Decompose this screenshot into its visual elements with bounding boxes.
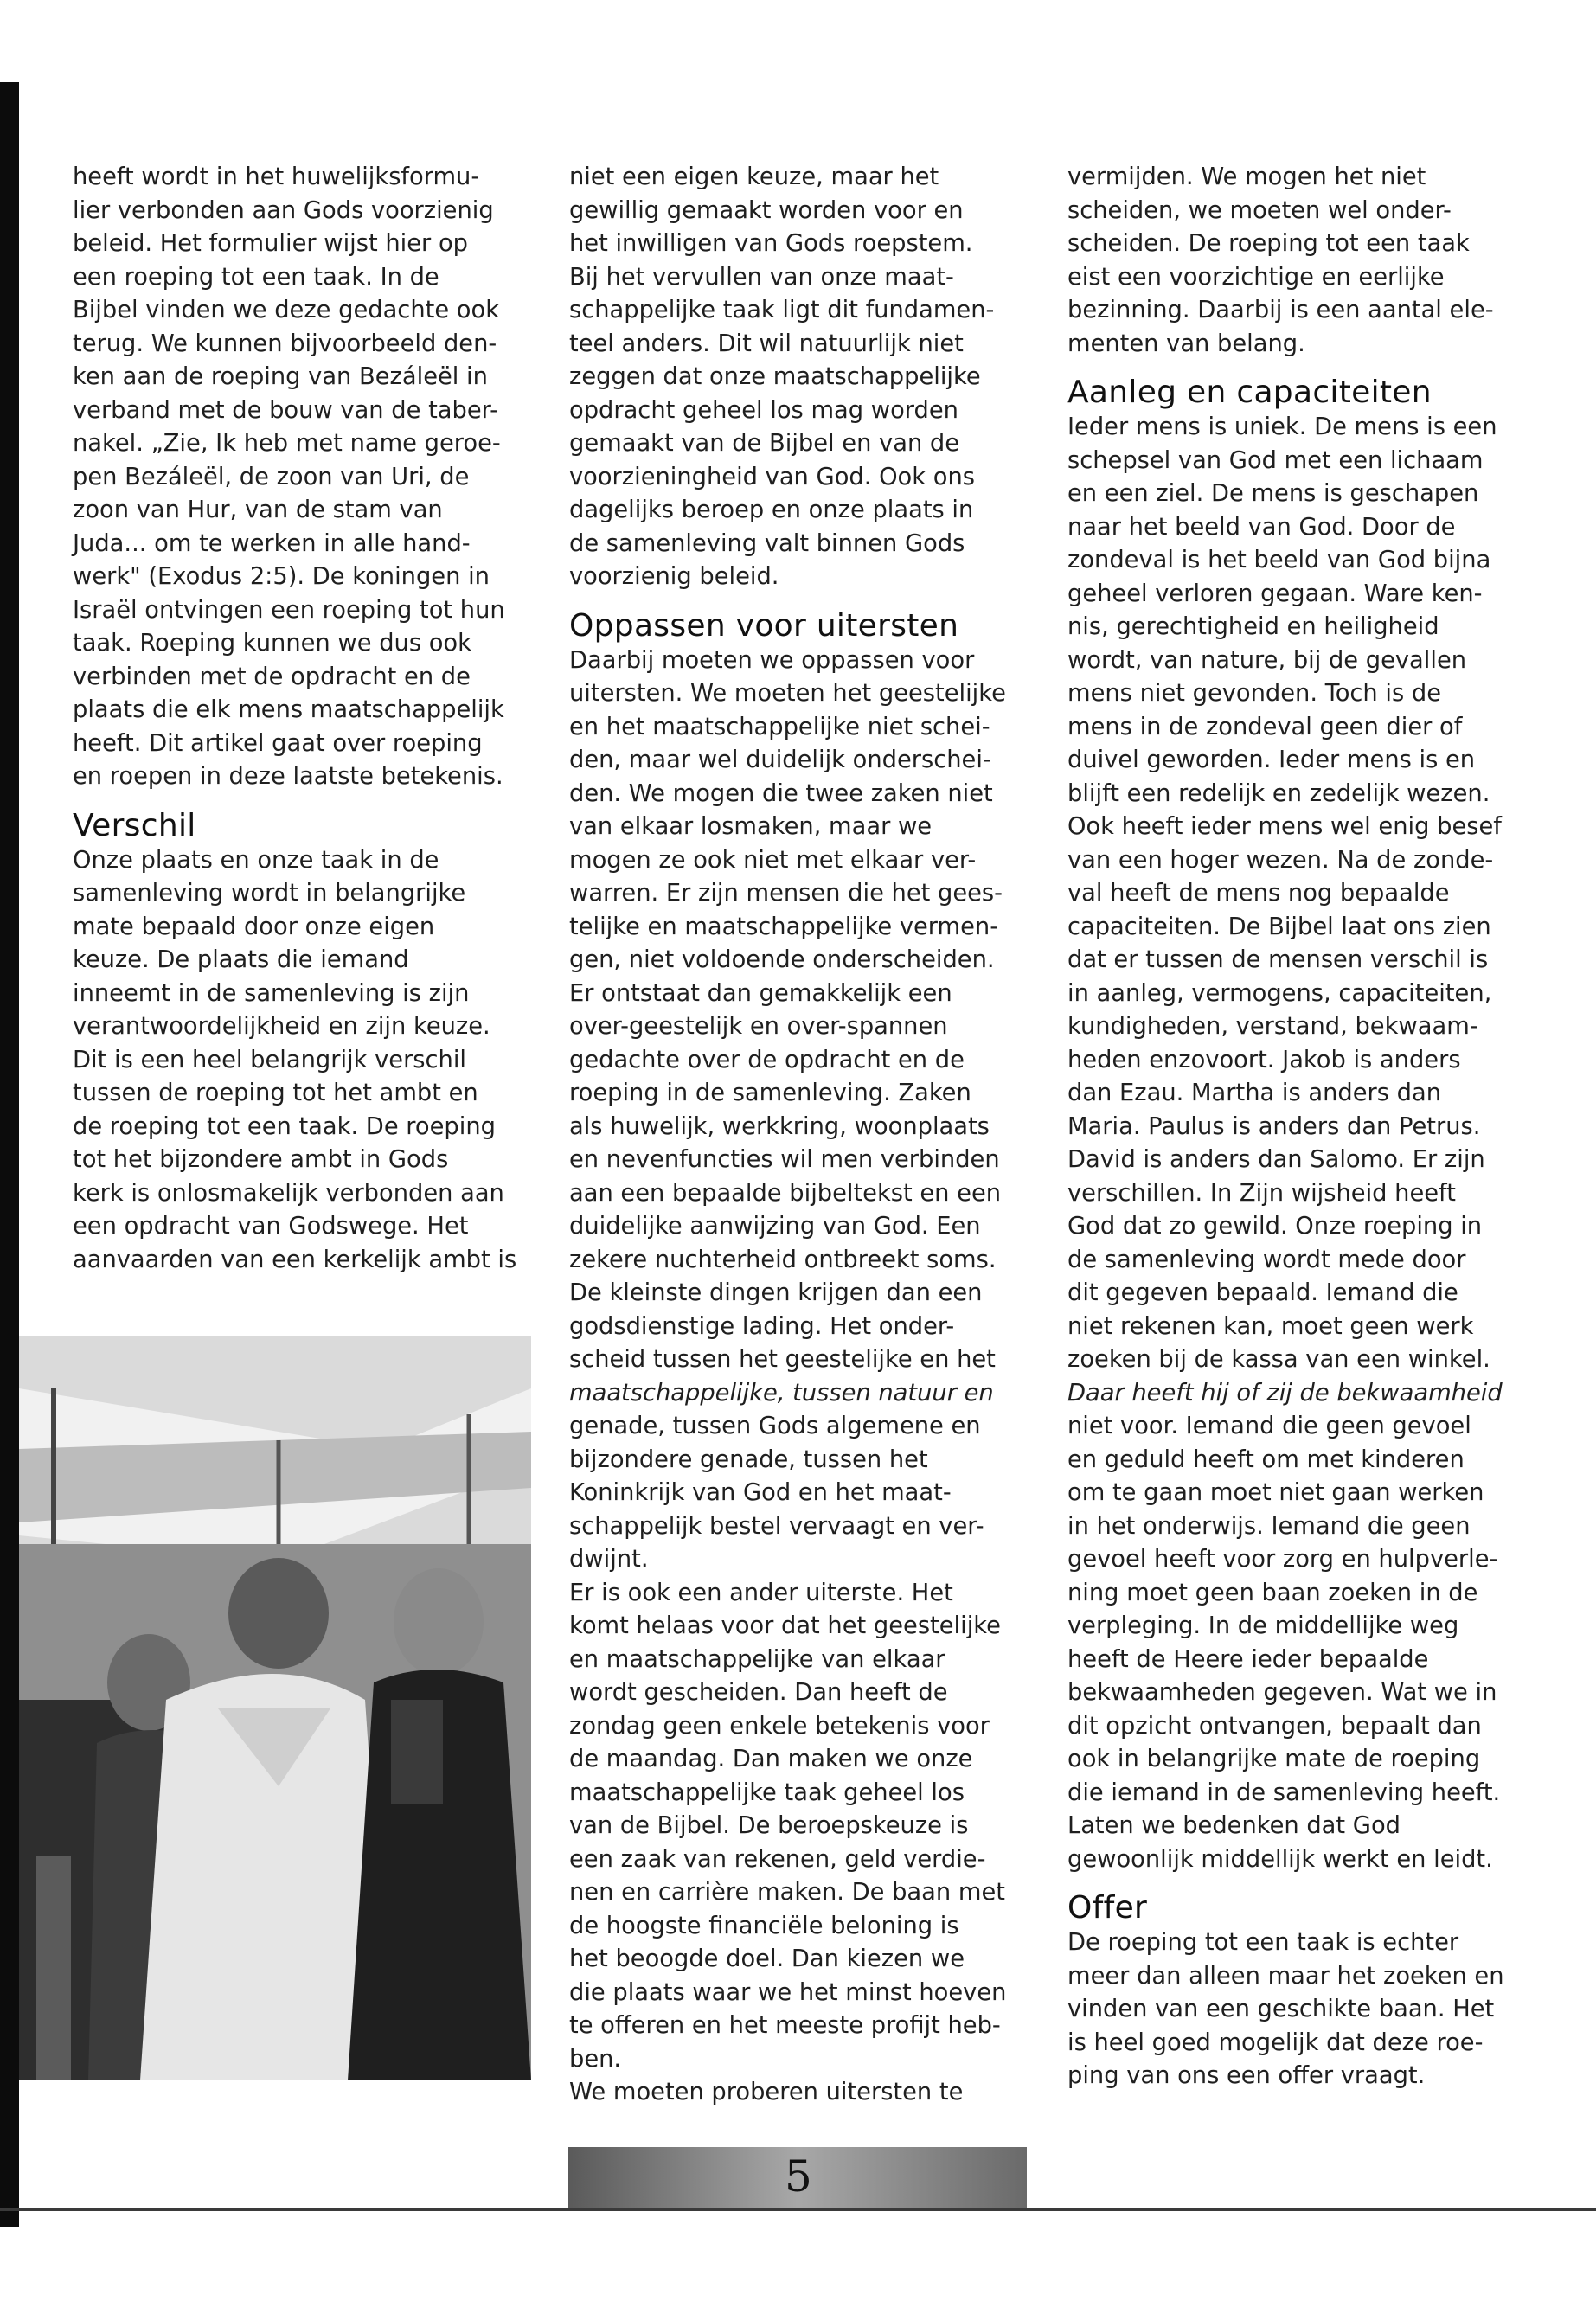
text-line: om te gaan moet niet gaan werken xyxy=(1067,1479,1484,1506)
text-line: over-geestelijk en over-spannen xyxy=(569,1013,948,1040)
text-line: mate bepaald door onze eigen xyxy=(73,913,435,940)
text-line: bezinning. Daarbij is een aantal ele- xyxy=(1067,297,1494,324)
text-line: gedachte over de opdracht en de xyxy=(569,1046,965,1074)
paragraph-offer xyxy=(1067,1926,1535,2093)
text-line: een zaak van rekenen, geld verdie- xyxy=(569,1845,986,1873)
text-line: en maatschappelijke van elkaar xyxy=(569,1645,945,1673)
text-line: Bijbel vinden we deze gedachte ook xyxy=(73,297,499,324)
heading-offer: Offer xyxy=(1067,1890,1148,1926)
text-line: ken aan de roeping van Bezáleël in xyxy=(73,363,488,390)
text-line: Ook heeft ieder mens wel enig besef xyxy=(1067,813,1502,840)
text-line: duivel geworden. Ieder mens is en xyxy=(1067,747,1476,773)
text-line: schepsel van God met een lichaam xyxy=(1067,446,1484,474)
text-line: nakel. „Zie, Ik heb met name geroe- xyxy=(73,430,501,457)
text-line: mens niet gevonden. Toch is de xyxy=(1067,680,1442,707)
text-line: zeggen dat onze maatschappelijke xyxy=(569,363,981,390)
text-line: dan Ezau. Martha is anders dan xyxy=(1067,1080,1442,1106)
paragraph-intro xyxy=(73,161,540,794)
text-line: tussen de roeping tot het ambt en xyxy=(73,1080,478,1106)
italic-line: Daar heeft hij of zij de bekwaamheid xyxy=(1067,1379,1503,1407)
text-line: en geduld heeft om met kinderen xyxy=(1067,1445,1465,1473)
text-line: wordt gescheiden. Dan heeft de xyxy=(569,1679,948,1706)
text-line: Dit is een heel belangrijk verschil xyxy=(73,1046,466,1074)
text-line: Bij het vervullen van onze maat- xyxy=(569,263,954,291)
text-line: nen en carrière maken. De baan met xyxy=(569,1879,1005,1906)
text-line: verschillen. In Zijn wijsheid heeft xyxy=(1067,1179,1456,1207)
text-line: van de Bijbel. De beroepskeuze is xyxy=(569,1812,969,1839)
text-line: gevoel heeft voor zorg en hulpverle- xyxy=(1067,1546,1498,1573)
heading-verschil: Verschil xyxy=(73,807,196,843)
text-line: bijzondere genade, tussen het xyxy=(569,1445,928,1473)
text-line: en het maatschappelijke niet schei- xyxy=(569,713,990,740)
text-line: God dat zo gewild. Onze roeping in xyxy=(1067,1213,1483,1240)
heading-aanleg: Aanleg en capaciteiten xyxy=(1067,375,1432,410)
text-line: niet voor. Iemand die geen gevoel xyxy=(1067,1413,1471,1439)
text-line: voorzieningheid van God. Ook ons xyxy=(569,463,975,490)
text-line: Israël ontvingen een roeping tot hun xyxy=(73,596,505,624)
text-line: dwijnt. xyxy=(569,1546,649,1573)
text-line: val heeft de mens nog bepaalde xyxy=(1067,880,1450,907)
text-line: niet een eigen keuze, maar het xyxy=(569,163,939,190)
text-line: Er ontstaat dan gemakkelijk een xyxy=(569,979,952,1007)
paragraph-aanleg xyxy=(1067,411,1535,1377)
italic-line: maatschappelijke, tussen natuur en xyxy=(569,1379,994,1407)
text-line: geheel verloren gegaan. Ware ken- xyxy=(1067,580,1483,607)
text-line: schappelijk bestel vervaagt en ver- xyxy=(569,1512,984,1540)
text-line: warren. Er zijn mensen die het gees- xyxy=(569,880,1003,907)
text-line: Er is ook een ander uiterste. Het xyxy=(569,1579,953,1606)
market-photo xyxy=(19,1336,531,2080)
text-line: teel anders. Dit wil natuurlijk niet xyxy=(569,330,964,357)
paragraph-oppassen xyxy=(569,644,1036,1377)
bottom-rule xyxy=(0,2208,1596,2211)
text-line: het inwilligen van Gods roepstem. xyxy=(569,230,973,257)
text-line: te offeren en het meeste profijt heb- xyxy=(569,2012,1001,2039)
text-line: verband met de bouw van de taber- xyxy=(73,396,498,424)
text-line: een opdracht van Godswege. Het xyxy=(73,1213,469,1240)
page-footer xyxy=(568,2147,1027,2208)
text-line: Daarbij moeten we oppassen voor xyxy=(569,646,975,674)
text-line: Ieder mens is uniek. De mens is een xyxy=(1067,413,1497,440)
text-line: voorzienig beleid. xyxy=(569,563,779,590)
text-line: die iemand in de samenleving heeft. xyxy=(1067,1779,1501,1806)
text-line: plaats die elk mens maatschappelijk xyxy=(73,696,504,723)
text-line: dit gegeven bepaald. Iemand die xyxy=(1067,1279,1458,1306)
text-line: kundigheden, verstand, bekwaam- xyxy=(1067,1013,1478,1040)
text-line: bekwaamheden gegeven. Wat we in xyxy=(1067,1679,1497,1706)
text-line: komt helaas voor dat het geestelijke xyxy=(569,1612,1001,1639)
text-line: godsdienstige lading. Het onder- xyxy=(569,1312,955,1340)
text-line: die plaats waar we het minst hoeven xyxy=(569,1978,1007,2006)
text-line: maatschappelijke taak geheel los xyxy=(569,1779,965,1806)
text-line: lier verbonden aan Gods voorzienig xyxy=(73,196,494,224)
text-line: We moeten proberen uitersten te xyxy=(569,2079,964,2106)
text-line: en nevenfuncties wil men verbinden xyxy=(569,1146,1000,1173)
page-number: 5 xyxy=(785,2151,812,2202)
text-line: ben. xyxy=(569,2045,622,2073)
text-line: van elkaar losmaken, maar we xyxy=(569,813,933,840)
text-line: een roeping tot een taak. In de xyxy=(73,263,439,291)
text-line: heeft wordt in het huwelijksformu- xyxy=(73,163,480,190)
text-line: menten van belang. xyxy=(1067,330,1305,357)
text-line: opdracht geheel los mag worden xyxy=(569,396,958,424)
text-line: Juda... om te werken in alle hand- xyxy=(73,529,471,557)
text-line: aanvaarden van een kerkelijk ambt is xyxy=(73,1246,517,1273)
text-line: het beoogde doel. Dan kiezen we xyxy=(569,1945,965,1972)
text-line: ping van ons een offer vraagt. xyxy=(1067,2062,1426,2089)
text-line: zoeken bij de kassa van een winkel. xyxy=(1067,1346,1490,1373)
text-line: kerk is onlosmakelijk verbonden aan xyxy=(73,1179,504,1207)
paragraph-keuze xyxy=(569,161,1036,594)
text-line: naar het beeld van God. Door de xyxy=(1067,513,1456,541)
text-line: den, maar wel duidelijk onderschei- xyxy=(569,747,991,773)
paragraph-ander-uiterste xyxy=(569,1410,1036,2110)
text-line: keuze. De plaats die iemand xyxy=(73,946,409,973)
text-line: David is anders dan Salomo. Er zijn xyxy=(1067,1146,1485,1173)
text-line: verbinden met de opdracht en de xyxy=(73,663,471,690)
text-line: eist een voorzichtige en eerlijke xyxy=(1067,263,1445,291)
text-line: capaciteiten. De Bijbel laat ons zien xyxy=(1067,913,1491,940)
text-line: heden enzovoort. Jakob is anders xyxy=(1067,1046,1461,1074)
text-line: in aanleg, vermogens, capaciteiten, xyxy=(1067,979,1492,1007)
text-line: Onze plaats en onze taak in de xyxy=(73,846,439,874)
text-line: zoon van Hur, van de stam van xyxy=(73,497,443,523)
text-line: de samenleving valt binnen Gods xyxy=(569,529,965,557)
text-line: De roeping tot een taak is echter xyxy=(1067,1929,1459,1956)
paragraph-verschil xyxy=(73,844,540,1278)
text-line: verantwoordelijkheid en zijn keuze. xyxy=(73,1013,490,1040)
text-line: scheiden, we moeten wel onder- xyxy=(1067,196,1452,224)
text-line: den. We mogen die twee zaken niet xyxy=(569,779,993,807)
text-line: gen, niet voldoende onderscheiden. xyxy=(569,946,995,973)
text-line: werk" (Exodus 2:5). De koningen in xyxy=(73,563,490,590)
text-line: in het onderwijs. Iemand die geen xyxy=(1067,1512,1471,1540)
text-line: wordt, van nature, bij de gevallen xyxy=(1067,646,1467,674)
text-line: blijft een redelijk en zedelijk wezen. xyxy=(1067,779,1490,807)
text-column-1 xyxy=(73,161,540,1277)
text-line: dit opzicht ontvangen, bepaalt dan xyxy=(1067,1712,1482,1740)
text-line: genade, tussen Gods algemene en xyxy=(569,1413,981,1439)
text-line: Maria. Paulus is anders dan Petrus. xyxy=(1067,1112,1481,1140)
text-line: scheiden. De roeping tot een taak xyxy=(1067,230,1470,257)
text-line: telijke en maatschappelijke vermen- xyxy=(569,913,999,940)
text-line: de hoogste financiële beloning is xyxy=(569,1912,959,1939)
text-line: zondag geen enkele betekenis voor xyxy=(569,1712,990,1740)
text-line: vermijden. We mogen het niet xyxy=(1067,163,1426,190)
text-line: tot het bijzondere ambt in Gods xyxy=(73,1146,449,1173)
text-line: ning moet geen baan zoeken in de xyxy=(1067,1579,1478,1606)
text-line: dagelijks beroep en onze plaats in xyxy=(569,497,974,523)
paragraph-vermijden xyxy=(1067,161,1535,361)
text-line: verpleging. In de middellijke weg xyxy=(1067,1612,1459,1639)
text-line: de maandag. Dan maken we onze xyxy=(569,1746,973,1772)
text-line: en een ziel. De mens is geschapen xyxy=(1067,480,1479,507)
text-line: dat er tussen de mensen verschil is xyxy=(1067,946,1489,973)
text-line: mens in de zondeval geen dier of xyxy=(1067,713,1463,740)
text-line: zondeval is het beeld van God bijna xyxy=(1067,547,1491,574)
page-edge-bar xyxy=(0,82,19,2227)
text-line: de roeping tot een taak. De roeping xyxy=(73,1112,496,1140)
text-line: uitersten. We moeten het geestelijke xyxy=(569,680,1006,707)
paragraph-aanleg-vervolg xyxy=(1067,1410,1535,1876)
text-line: van een hoger wezen. Na de zonde- xyxy=(1067,846,1494,874)
text-line: De kleinste dingen krijgen dan een xyxy=(569,1279,983,1306)
text-line: duidelijke aanwijzing van God. Een xyxy=(569,1213,981,1240)
text-column-2 xyxy=(569,161,1036,2110)
text-line: gemaakt van de Bijbel en van de xyxy=(569,430,960,457)
text-line: meer dan alleen maar het zoeken en xyxy=(1067,1962,1504,1990)
text-line: Koninkrijk van God en het maat- xyxy=(569,1479,952,1506)
text-line: de samenleving wordt mede door xyxy=(1067,1246,1466,1273)
text-line: mogen ze ook niet met elkaar ver- xyxy=(569,846,977,874)
text-line: nis, gerechtigheid en heiligheid xyxy=(1067,613,1439,640)
text-line: taak. Roeping kunnen we dus ook xyxy=(73,630,471,657)
text-column-3 xyxy=(1067,161,1535,2093)
text-line: scheid tussen het geestelijke en het xyxy=(569,1346,996,1373)
text-line: gewillig gemaakt worden voor en xyxy=(569,196,964,224)
text-line: niet rekenen kan, moet geen werk xyxy=(1067,1312,1474,1340)
text-line: aan een bepaalde bijbeltekst en een xyxy=(569,1179,1002,1207)
text-line: beleid. Het formulier wijst hier op xyxy=(73,230,468,257)
text-line: roeping in de samenleving. Zaken xyxy=(569,1080,971,1106)
text-line: inneemt in de samenleving is zijn xyxy=(73,979,470,1007)
text-line: vinden van een geschikte baan. Het xyxy=(1067,1996,1495,2022)
text-line: schappelijke taak ligt dit fundamen- xyxy=(569,297,995,324)
text-line: zekere nuchterheid ontbreekt soms. xyxy=(569,1246,997,1273)
text-line: en roepen in deze laatste betekenis. xyxy=(73,763,503,790)
text-line: is heel goed mogelijk dat deze roe- xyxy=(1067,2029,1484,2056)
text-line: heeft de Heere ieder bepaalde xyxy=(1067,1645,1429,1673)
text-line: als huwelijk, werkkring, woonplaats xyxy=(569,1112,990,1140)
text-line: terug. We kunnen bijvoorbeeld den- xyxy=(73,330,497,357)
text-line: samenleving wordt in belangrijke xyxy=(73,880,466,907)
text-line: Laten we bedenken dat God xyxy=(1067,1812,1401,1839)
text-line: ook in belangrijke mate de roeping xyxy=(1067,1746,1481,1772)
text-line: heeft. Dit artikel gaat over roeping xyxy=(73,729,483,757)
text-line: gewoonlijk middellijk werkt en leidt. xyxy=(1067,1845,1493,1873)
text-line: pen Bezáleël, de zoon van Uri, de xyxy=(73,463,470,490)
heading-oppassen: Oppassen voor uitersten xyxy=(569,607,959,644)
